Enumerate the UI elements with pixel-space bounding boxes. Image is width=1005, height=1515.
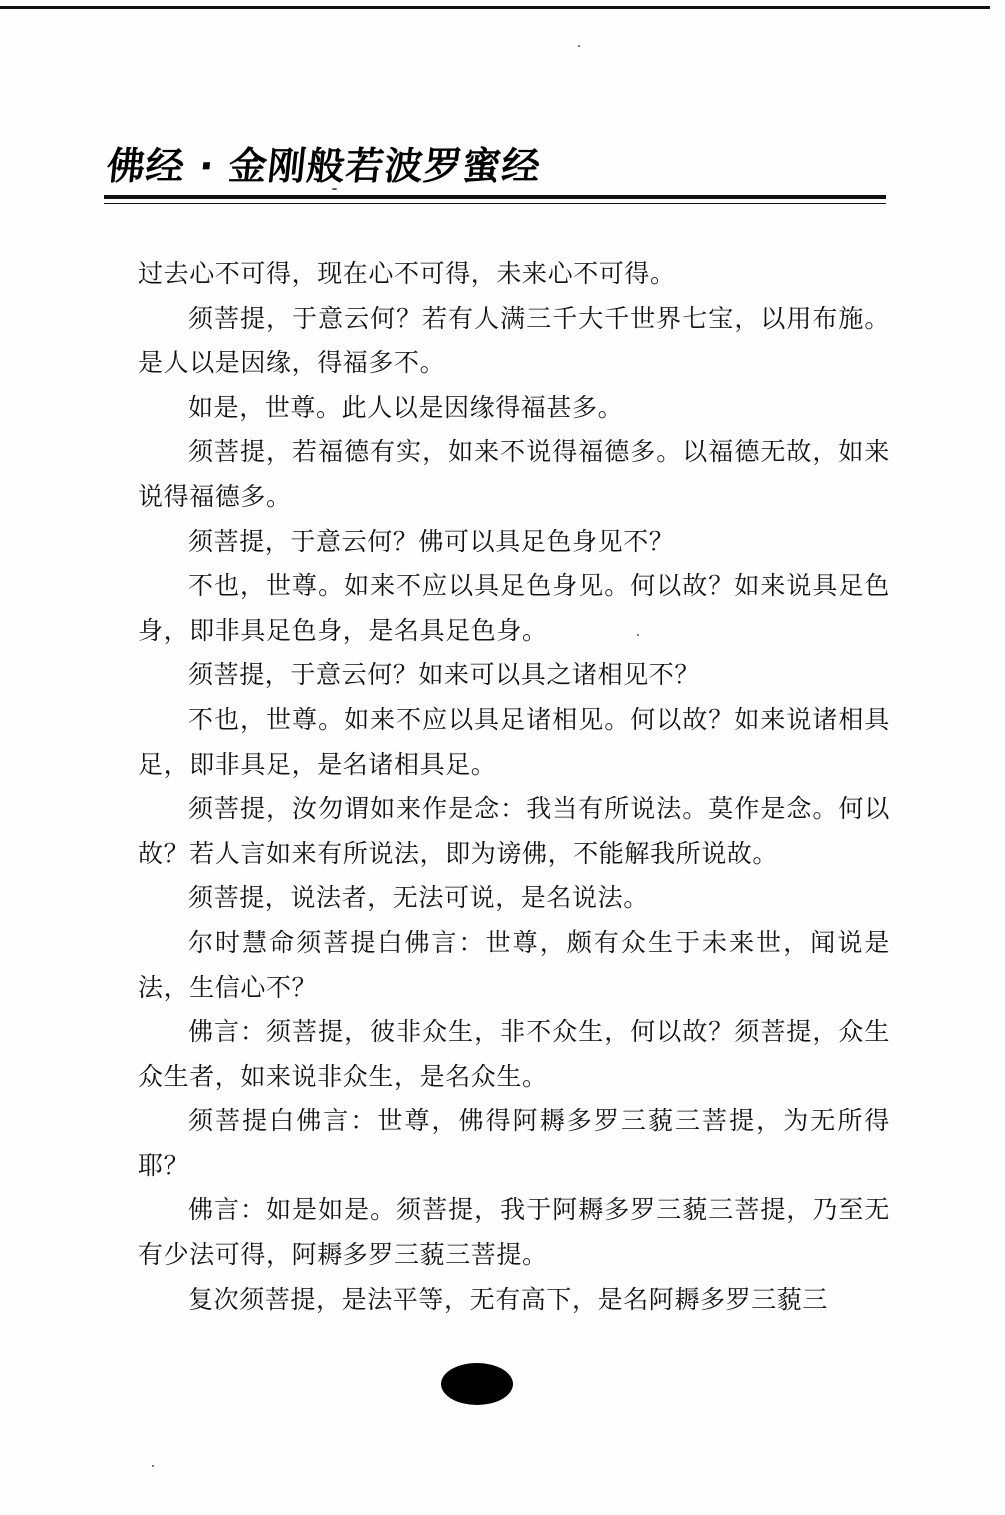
paragraph: 不也，世尊。如来不应以具足诸相见。何以故？如来说诸相具足，即非具足，是名诸相具足。 — [138, 704, 890, 779]
paragraph: 复次须菩提，是法平等，无有高下，是名阿耨多罗三藐三 — [188, 1284, 829, 1314]
paragraph: 过去心不可得，现在心不可得，未来心不可得。 — [138, 259, 676, 288]
running-header-title: 佛经 · 金刚般若波罗蜜经 — [104, 144, 544, 188]
top-border-rule — [0, 6, 990, 9]
header-rule-thin — [104, 203, 886, 204]
paragraph: 如是，世尊。此人以是因缘得福甚多。 — [188, 392, 624, 422]
paragraph: 须菩提白佛言：世尊，佛得阿耨多罗三藐三菩提，为无所得耶？ — [138, 1106, 890, 1180]
paragraph: 不也，世尊。如来不应以具足色身见。何以故？如来说具足色身，即非具足色身，是名具足色身。 — [138, 571, 890, 645]
paragraph: 须菩提，于意云何？佛可以具足色身见不？ — [188, 526, 675, 556]
paragraph: 须菩提，说法者，无法可说，是名说法。 — [188, 883, 649, 913]
header-rule-thick — [104, 195, 886, 199]
paragraph: 须菩提，若福德有实，如来不说得福德多。以福德无故，如来说得福德多。 — [138, 437, 890, 511]
scan-speck — [332, 188, 337, 190]
scan-speck — [637, 634, 639, 636]
paragraph: 须菩提，于意云何？如来可以具之诸相见不？ — [188, 660, 701, 690]
paragraph: 须菩提，于意云何？若有人满三千大千世界七宝，以用布施。是人以是因缘，得福多不。 — [138, 303, 890, 378]
body-text — [138, 252, 890, 1322]
scan-speck — [152, 1465, 154, 1467]
page-number-badge — [441, 1363, 513, 1405]
paragraph: 佛言：须菩提，彼非众生，非不众生，何以故？须菩提，众生众生者，如来说非众生，是名众生。 — [138, 1017, 890, 1091]
paragraph: 尔时慧命须菩提白佛言：世尊，颇有众生于未来世，闻说是法，生信心不？ — [138, 927, 890, 1002]
paragraph: 须菩提，汝勿谓如来作是念：我当有所说法。莫作是念。何以故？若人言如来有所说法，即为谤佛，不能解我所说故。 — [138, 794, 890, 868]
page-number — [441, 1363, 513, 1405]
scan-speck — [578, 45, 580, 47]
paragraph: 佛言：如是如是。须菩提，我于阿耨多罗三藐三菩提，乃至无有少法可得，阿耨多罗三藐三菩提。 — [138, 1195, 890, 1270]
